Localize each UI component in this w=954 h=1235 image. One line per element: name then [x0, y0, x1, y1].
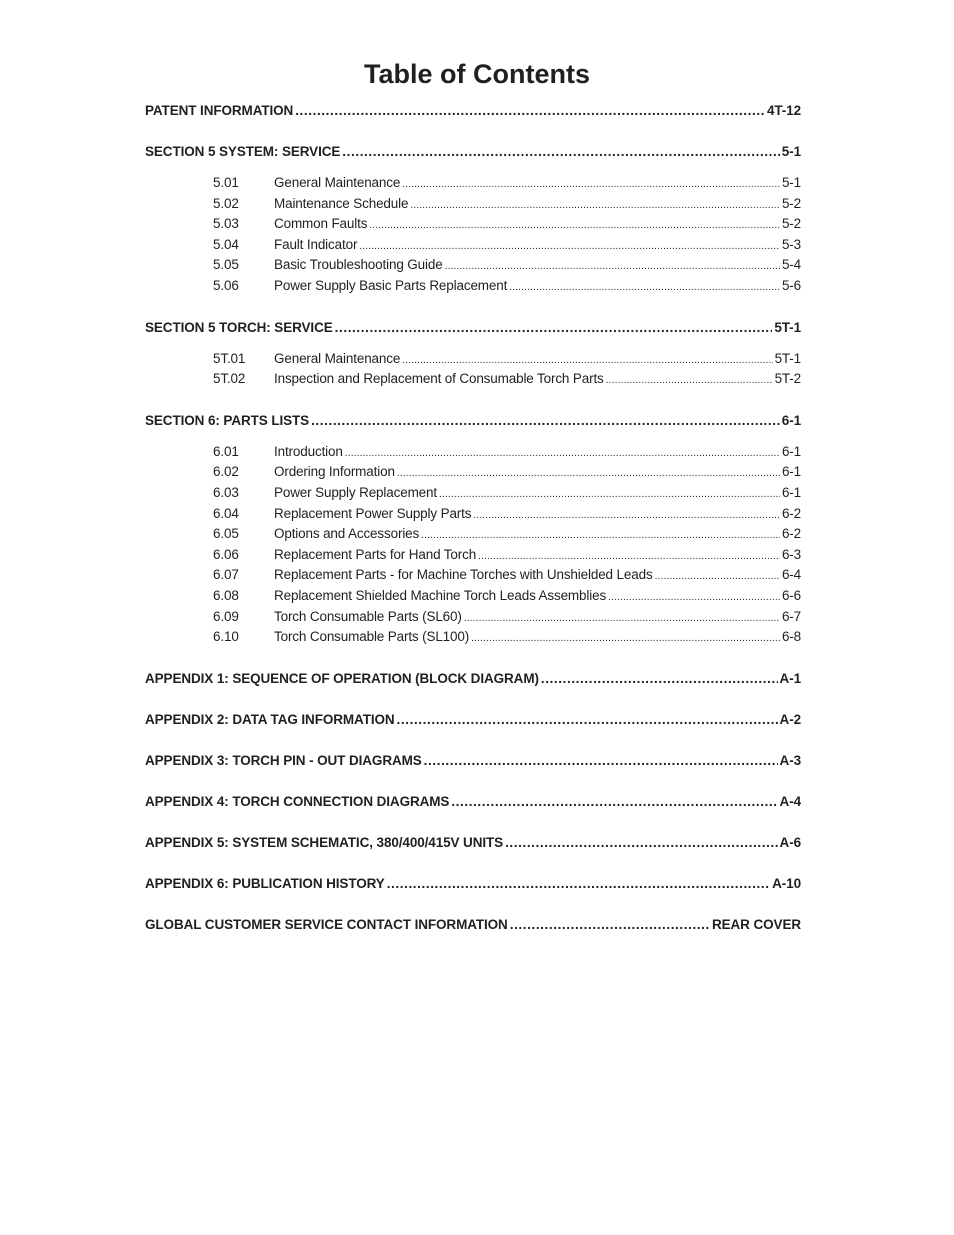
toc-subsection-page-number: 5-2	[781, 195, 801, 211]
dot-leader	[510, 914, 710, 935]
toc-subsection-page-number: 5-4	[781, 257, 801, 273]
toc-subsection-number: 6.03	[213, 484, 239, 500]
toc-section-entry[interactable]	[145, 832, 801, 853]
dot-leader	[402, 349, 772, 370]
dot-leader	[505, 832, 777, 853]
dot-leader	[311, 410, 780, 431]
toc-subsection-entry[interactable]	[145, 194, 801, 215]
dot-leader	[397, 462, 780, 483]
toc-subsection-page-number: 5-3	[781, 236, 801, 252]
toc-section-title: APPENDIX 6: PUBLICATION HISTORY	[145, 875, 385, 891]
dot-leader	[342, 141, 779, 162]
toc-subsection-title: Torch Consumable Parts (SL100)	[274, 629, 470, 645]
toc-subsection-number: 6.04	[213, 505, 239, 521]
toc-subsection-title: Fault Indicator	[274, 236, 358, 252]
toc-section-page-number: 5-1	[781, 144, 801, 159]
toc-subsection-page-number: 5-6	[781, 277, 801, 293]
toc-section-entry[interactable]	[145, 873, 801, 894]
toc-section-title: SECTION 6: PARTS LISTS	[145, 412, 310, 428]
toc-section-title: SECTION 5 TORCH: SERVICE	[145, 319, 333, 335]
toc-section-title: PATENT INFORMATION	[145, 103, 294, 118]
dot-leader	[451, 791, 777, 812]
toc-subsection-number: 6.07	[213, 567, 239, 583]
toc-section-title: APPENDIX 2: DATA TAG INFORMATION	[145, 711, 395, 727]
toc-subsection-title: Power Supply Basic Parts Replacement	[274, 277, 508, 293]
toc-section-entry[interactable]	[145, 100, 801, 121]
toc-section-entry[interactable]	[145, 709, 801, 730]
toc-section-entry[interactable]	[145, 317, 801, 338]
toc-subsection-list	[145, 173, 801, 297]
toc-section-entry[interactable]	[145, 750, 801, 771]
toc-subsection-number: 5.01	[213, 175, 239, 190]
dot-leader	[387, 873, 770, 894]
page-title: Table of Contents	[364, 59, 590, 89]
toc-section-page-number: 4T-12	[766, 103, 801, 118]
toc-subsection-entry[interactable]	[145, 565, 801, 586]
toc-subsection-number: 5.05	[213, 257, 239, 273]
toc-subsection-title: Power Supply Replacement	[274, 484, 437, 500]
toc-subsection-number: 6.05	[213, 526, 239, 542]
toc-subsection-title: Ordering Information	[274, 464, 395, 480]
dot-leader	[402, 173, 780, 194]
dot-leader	[439, 483, 780, 504]
toc-subsection-number: 5.03	[213, 216, 239, 232]
dot-leader	[335, 317, 773, 338]
toc-section-title: APPENDIX 5: SYSTEM SCHEMATIC, 380/400/415V UNITS	[145, 834, 504, 850]
toc-section-page-number: A-4	[779, 793, 801, 809]
dot-leader	[397, 709, 778, 730]
toc-section-title: GLOBAL CUSTOMER SERVICE CONTACT INFORMATION	[145, 916, 508, 932]
toc-subsection-entry[interactable]	[145, 545, 801, 566]
toc-subsection-page-number: 6-8	[781, 629, 801, 645]
toc-subsection-entry[interactable]	[145, 607, 801, 628]
toc-subsection-title: Basic Troubleshooting Guide	[274, 257, 443, 273]
dot-leader	[606, 369, 773, 390]
toc-subsection-entry[interactable]	[145, 524, 801, 545]
toc-subsection-title: Inspection and Replacement of Consumable Torch Parts	[274, 371, 604, 387]
toc-section-title: APPENDIX 3: TORCH PIN - OUT DIAGRAMS	[145, 752, 422, 768]
toc-section-entry[interactable]	[145, 668, 801, 689]
toc-subsection-title: Replacement Parts - for Machine Torches with Unshielded Leads	[274, 567, 653, 583]
dot-leader	[471, 627, 780, 648]
dot-leader	[541, 668, 778, 689]
toc-subsection-entry[interactable]	[145, 255, 801, 276]
toc-section-page-number: 6-1	[781, 412, 801, 428]
toc-subsection-page-number: 6-2	[781, 505, 801, 521]
toc-subsection-entry[interactable]	[145, 214, 801, 235]
toc-section-page-number: REAR COVER	[711, 916, 801, 932]
dot-leader	[424, 750, 778, 771]
toc-subsection-number: 5.02	[213, 195, 239, 211]
dot-leader	[445, 255, 780, 276]
dot-leader	[464, 607, 780, 628]
toc-subsection-title: Replacement Shielded Machine Torch Leads Assemblies	[274, 587, 607, 603]
toc-subsection-number: 6.01	[213, 443, 239, 459]
toc-subsection-page-number: 6-4	[781, 567, 801, 583]
toc-subsection-number: 6.08	[213, 587, 239, 603]
toc-section-entry[interactable]	[145, 141, 801, 162]
toc-subsection-number: 5.06	[213, 277, 239, 293]
toc-subsection-list	[145, 442, 801, 648]
toc-subsection-entry[interactable]	[145, 173, 801, 194]
toc-section-page-number: A-1	[779, 670, 801, 686]
toc-subsection-page-number: 6-2	[781, 526, 801, 542]
toc-subsection-entry[interactable]	[145, 349, 801, 370]
dot-leader	[473, 504, 780, 525]
toc-subsection-page-number: 6-6	[781, 587, 801, 603]
toc-subsection-entry[interactable]	[145, 276, 801, 297]
toc-subsection-number: 5T.02	[213, 371, 246, 387]
table-of-contents	[145, 100, 801, 935]
toc-subsection-number: 6.09	[213, 608, 239, 624]
toc-section-page-number: A-10	[772, 875, 801, 891]
toc-subsection-entry[interactable]	[145, 462, 801, 483]
toc-subsection-title: Common Faults	[274, 216, 368, 232]
dot-leader	[509, 276, 780, 297]
toc-section-entry[interactable]	[145, 914, 801, 935]
toc-subsection-title: Introduction	[274, 443, 343, 459]
toc-subsection-entry[interactable]	[145, 235, 801, 256]
toc-subsection-page-number: 6-3	[781, 546, 801, 562]
toc-subsection-title: Options and Accessories	[274, 526, 420, 542]
toc-section-page-number: A-6	[779, 834, 801, 850]
toc-subsection-entry[interactable]	[145, 442, 801, 463]
toc-subsection-entry[interactable]	[145, 483, 801, 504]
toc-subsection-title: Maintenance Schedule	[274, 195, 409, 211]
toc-subsection-entry[interactable]	[145, 586, 801, 607]
dot-leader	[608, 586, 780, 607]
dot-leader	[478, 545, 780, 566]
toc-subsection-number: 6.06	[213, 546, 239, 562]
dot-leader	[421, 524, 780, 545]
toc-section-page-number: A-2	[779, 711, 801, 727]
toc-subsection-page-number: 6-1	[781, 443, 801, 459]
toc-section-page-number: 5T-1	[774, 319, 801, 335]
toc-section-title: SECTION 5 SYSTEM: SERVICE	[145, 144, 341, 159]
dot-leader	[369, 214, 780, 235]
toc-subsection-entry[interactable]	[145, 627, 801, 648]
toc-subsection-page-number: 6-1	[781, 464, 801, 480]
toc-subsection-number: 5T.01	[213, 350, 246, 366]
toc-subsection-page-number: 5-2	[781, 216, 801, 232]
dot-leader	[655, 565, 780, 586]
dot-leader	[345, 442, 780, 463]
toc-subsection-page-number: 6-1	[781, 484, 801, 500]
toc-subsection-number: 6.10	[213, 629, 239, 645]
toc-subsection-title: Replacement Power Supply Parts	[274, 505, 472, 521]
toc-subsection-title: General Maintenance	[274, 350, 401, 366]
toc-subsection-title: Replacement Parts for Hand Torch	[274, 546, 477, 562]
toc-section-title: APPENDIX 4: TORCH CONNECTION DIAGRAMS	[145, 793, 450, 809]
toc-section-title: APPENDIX 1: SEQUENCE OF OPERATION (BLOCK DIAGRAM)	[145, 670, 539, 686]
toc-subsection-page-number: 5T-1	[774, 350, 801, 366]
dot-leader	[410, 194, 780, 215]
dot-leader	[295, 100, 765, 121]
toc-section-entry[interactable]	[145, 410, 801, 431]
toc-subsection-number: 5.04	[213, 236, 239, 252]
toc-subsection-page-number: 6-7	[781, 608, 801, 624]
toc-subsection-list	[145, 349, 801, 390]
toc-section-page-number: A-3	[779, 752, 801, 768]
toc-section-entry[interactable]	[145, 791, 801, 812]
toc-subsection-title: Torch Consumable Parts (SL60)	[274, 608, 462, 624]
toc-subsection-page-number: 5T-2	[774, 371, 801, 387]
toc-subsection-entry[interactable]	[145, 369, 801, 390]
dot-leader	[359, 235, 780, 256]
toc-subsection-number: 6.02	[213, 464, 239, 480]
toc-subsection-title: General Maintenance	[274, 175, 401, 190]
toc-subsection-page-number: 5-1	[781, 175, 801, 190]
toc-subsection-entry[interactable]	[145, 504, 801, 525]
